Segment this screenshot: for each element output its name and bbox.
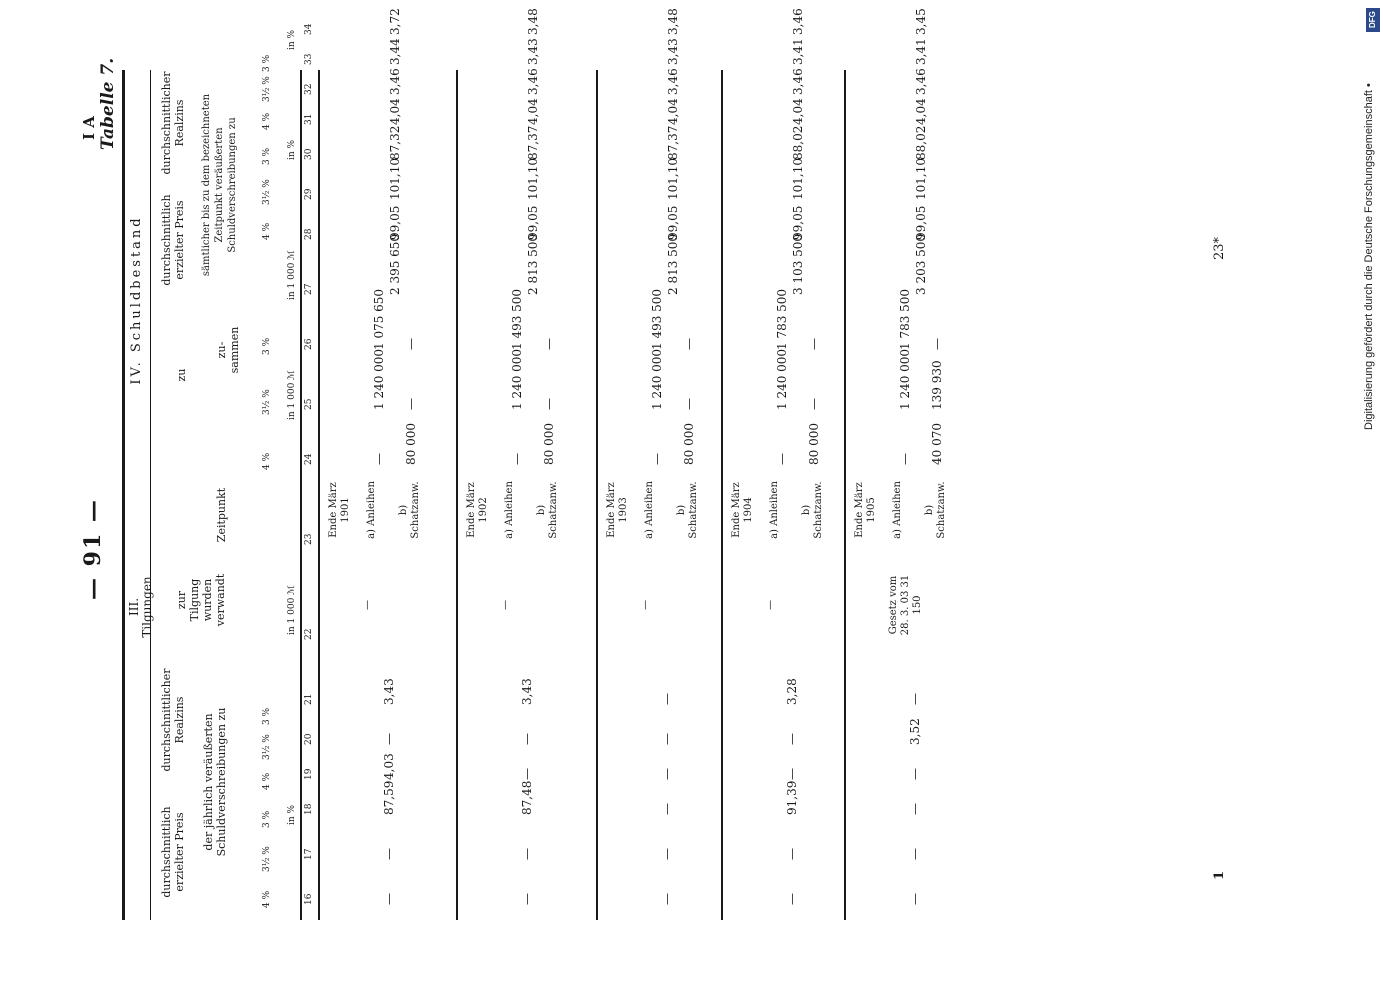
table-cell: 40 070 xyxy=(930,423,944,465)
table-cell: 3,46 xyxy=(914,68,928,95)
percent-subheader: 4 % xyxy=(262,222,272,240)
table-cell: 4,04 xyxy=(526,98,540,125)
table-cell: — xyxy=(542,398,556,410)
table-cell: 1 240 000 xyxy=(650,348,664,410)
row-zeitpunkt: Ende März 1905 xyxy=(854,482,877,538)
table-cell: — xyxy=(660,733,674,745)
column-number: 32 xyxy=(304,83,314,95)
unit-label: in 1 000 ℳ xyxy=(287,585,297,635)
hdr-realzins-jahr: durchschnittlicher Realzins xyxy=(160,668,186,772)
table-cell: 3,41 xyxy=(914,38,928,65)
table-cell: 2 813 500 xyxy=(526,233,540,295)
table-cell: — xyxy=(930,338,944,350)
row-zeitpunkt: Ende März 1901 xyxy=(328,482,351,538)
table-cell: 3,46 xyxy=(388,68,402,95)
table-cell: 99,05 xyxy=(791,205,805,240)
table-cell: — xyxy=(908,768,922,780)
table-cell: — xyxy=(372,453,386,465)
table-cell: 99,05 xyxy=(666,205,680,240)
hdr-preis-total: durchschnittlich erzielter Preis xyxy=(160,194,186,286)
percent-subheader: 3½ % xyxy=(262,734,272,760)
table-cell: 3,43 xyxy=(520,678,534,705)
hdr-realzins-total: durchschnittlicher Realzins xyxy=(160,71,186,175)
percent-subheader: 3½ % xyxy=(262,389,272,415)
table-cell: 3,46 xyxy=(791,8,805,35)
table-cell: — xyxy=(382,733,396,745)
table-cell: 87,59 xyxy=(382,780,396,815)
column-number: 23 xyxy=(304,533,314,545)
hdr-tilgung: zur Tilgung wurden verwandt xyxy=(175,573,227,627)
column-number: 33 xyxy=(304,53,314,65)
table-cell: 3,52 xyxy=(908,718,922,745)
table-cell: — xyxy=(908,848,922,860)
table-cell: 80 000 xyxy=(404,423,418,465)
table-cell: — xyxy=(775,453,789,465)
table-cell: 3,46 xyxy=(666,68,680,95)
page-number: — 91 — xyxy=(80,498,106,600)
table-cell: 101,10 xyxy=(388,158,402,200)
row-a-label: a) Anleihen xyxy=(366,481,377,539)
table-cell: 1 240 000 xyxy=(898,348,912,410)
percent-subheader: 3½ % xyxy=(262,76,272,102)
table-cell: — xyxy=(404,338,418,350)
percent-subheader: 4 % xyxy=(262,112,272,130)
table-cell: 4,04 xyxy=(388,98,402,125)
table-cell: 87,32 xyxy=(388,125,402,160)
table-cell: 2 813 500 xyxy=(666,233,680,295)
footnote-marker: 23* xyxy=(1212,236,1227,260)
table-cell: — xyxy=(362,600,373,610)
table-cell: 3,48 xyxy=(666,8,680,35)
row-separator xyxy=(596,70,598,920)
percent-subheader: 4 % xyxy=(262,452,272,470)
table-cell: 3,41 xyxy=(791,38,805,65)
table-cell: 3,46 xyxy=(791,68,805,95)
table-cell: 3,45 xyxy=(914,8,928,35)
table-cell: Gesetz vom 28. 3. 03 31 150 xyxy=(888,574,923,636)
table-cell: 80 000 xyxy=(542,423,556,465)
table-cell: — xyxy=(682,398,696,410)
column-number: 19 xyxy=(304,768,314,780)
hdr-rule xyxy=(318,70,320,920)
table-cell: 3,28 xyxy=(785,678,799,705)
table-cell: — xyxy=(500,600,511,610)
percent-subheader: 3 % xyxy=(262,54,272,72)
table-cell: 101,10 xyxy=(526,158,540,200)
table-cell: — xyxy=(765,600,776,610)
percent-subheader: 3½ % xyxy=(262,179,272,205)
row-a-label: a) Anleihen xyxy=(892,481,903,539)
table-top-rule xyxy=(122,70,125,920)
table-cell: — xyxy=(898,453,912,465)
column-number: 31 xyxy=(304,113,314,125)
table-cell: 1 493 500 xyxy=(650,288,664,350)
percent-subheader: 3 % xyxy=(262,810,272,828)
row-a-label: a) Anleihen xyxy=(644,481,655,539)
section-mark: I A xyxy=(80,116,98,140)
column-number: 22 xyxy=(304,628,314,640)
row-zeitpunkt: Ende März 1903 xyxy=(606,482,629,538)
column-number: 30 xyxy=(304,148,314,160)
table-cell: 101,10 xyxy=(791,158,805,200)
table-cell: 88,02 xyxy=(914,125,928,160)
table-cell: 99,05 xyxy=(388,205,402,240)
table-cell: — xyxy=(404,398,418,410)
table-cell: 80 000 xyxy=(682,423,696,465)
table-cell: 1 240 000 xyxy=(775,348,789,410)
table-cell: 3,44 xyxy=(388,38,402,65)
table-cell: 99,05 xyxy=(526,205,540,240)
table-cell: — xyxy=(542,338,556,350)
table-cell: 87,48 xyxy=(520,780,534,815)
table-cell: — xyxy=(382,848,396,860)
row-a-label: a) Anleihen xyxy=(504,481,515,539)
side-mark: 1 xyxy=(1212,870,1227,880)
table-cell: 1 493 500 xyxy=(510,288,524,350)
table-cell: — xyxy=(682,338,696,350)
table-cell: 3,46 xyxy=(526,68,540,95)
column-number: 26 xyxy=(304,338,314,350)
row-a-label: a) Anleihen xyxy=(769,481,780,539)
table-cell: 80 000 xyxy=(807,423,821,465)
column-number: 20 xyxy=(304,733,314,745)
table-title: Tabelle 7. xyxy=(98,57,118,150)
row-zeitpunkt: Ende März 1902 xyxy=(466,482,489,538)
dfg-notice: Digitalisierung gefördert durch die Deutsche Forschungsgemeinschaft • xyxy=(1363,83,1375,430)
row-separator xyxy=(721,70,723,920)
table-cell: — xyxy=(785,893,799,905)
table-cell: 4,04 xyxy=(666,98,680,125)
table-cell: — xyxy=(520,768,534,780)
row-separator xyxy=(844,70,846,920)
section-tilgungen: III. Tilgungen xyxy=(127,576,154,638)
table-cell: 1 240 000 xyxy=(510,348,524,410)
dfg-logo: DFG xyxy=(1366,8,1380,32)
unit-label: in 1 000 ℳ xyxy=(287,250,297,300)
table-inner-rule xyxy=(150,70,151,920)
table-cell: — xyxy=(660,803,674,815)
row-b-label: b) Schatzanw. xyxy=(536,481,559,539)
table-cell: 139 930 xyxy=(930,360,944,410)
table-cell: — xyxy=(908,893,922,905)
unit-label: in % xyxy=(287,29,297,50)
table-cell: 3,43 xyxy=(382,678,396,705)
table-cell: — xyxy=(520,848,534,860)
column-number: 16 xyxy=(304,893,314,905)
table-cell: 4,04 xyxy=(914,98,928,125)
table-cell: — xyxy=(520,893,534,905)
table-cell: 3,43 xyxy=(526,38,540,65)
table-cell: 99,05 xyxy=(914,205,928,240)
column-number: 17 xyxy=(304,848,314,860)
column-number: 27 xyxy=(304,283,314,295)
percent-subheader: 3 % xyxy=(262,707,272,725)
table-cell: 3,43 xyxy=(666,38,680,65)
column-number: 28 xyxy=(304,228,314,240)
table-cell: — xyxy=(660,848,674,860)
table-cell: 2 395 650 xyxy=(388,233,402,295)
row-b-label: b) Schatzanw. xyxy=(801,481,824,539)
percent-subheader: 3 % xyxy=(262,147,272,165)
hdr-zusammen: zu-sammen xyxy=(215,326,241,374)
table-cell: — xyxy=(908,803,922,815)
table-cell: 3,48 xyxy=(526,8,540,35)
table-cell: — xyxy=(785,848,799,860)
percent-subheader: 4 % xyxy=(262,890,272,908)
table-cell: 1 783 500 xyxy=(775,288,789,350)
hdr-total-sub: sämtlicher bis zu dem bezeichneten Zeitpunkt veräußerten Schuldverschreibungen zu xyxy=(201,93,238,277)
row-b-label: b) Schatzanw. xyxy=(398,481,421,539)
unit-label: in % xyxy=(287,139,297,160)
table-cell: 4,04 xyxy=(791,98,805,125)
table-cell: 1 075 650 xyxy=(372,288,386,350)
section-schuldbestand: IV. Schuldbestand xyxy=(129,215,144,385)
hdr-preis-jahr: durchschnittlich erzielter Preis xyxy=(160,806,186,898)
table-cell: 4,03 xyxy=(382,753,396,780)
hdr-zeitpunkt: Zeitpunkt xyxy=(215,487,228,543)
table-cell: 1 240 000 xyxy=(372,348,386,410)
hdr-rule xyxy=(300,70,302,920)
unit-label: in % xyxy=(287,804,297,825)
table-cell: 101,10 xyxy=(914,158,928,200)
percent-subheader: 3 % xyxy=(262,337,272,355)
column-number: 34 xyxy=(304,23,314,35)
table-cell: 3,72 xyxy=(388,8,402,35)
table-cell: 3 103 500 xyxy=(791,233,805,295)
table-cell: 91,39 xyxy=(785,780,799,815)
table-cell: 101,10 xyxy=(666,158,680,200)
table-cell: — xyxy=(660,893,674,905)
table-cell: — xyxy=(807,338,821,350)
table-cell: 87,37 xyxy=(526,125,540,160)
table-cell: — xyxy=(660,693,674,705)
table-cell: 88,02 xyxy=(791,125,805,160)
table-cell: — xyxy=(660,768,674,780)
percent-subheader: 3½ % xyxy=(262,846,272,872)
table-cell: — xyxy=(908,693,922,705)
row-zeitpunkt: Ende März 1904 xyxy=(731,482,754,538)
column-number: 25 xyxy=(304,398,314,410)
table-cell: 87,37 xyxy=(666,125,680,160)
column-number: 24 xyxy=(304,453,314,465)
table-cell: — xyxy=(650,453,664,465)
row-b-label: b) Schatzanw. xyxy=(676,481,699,539)
unit-label: in 1 000 ℳ xyxy=(287,370,297,420)
column-number: 18 xyxy=(304,803,314,815)
table-cell: — xyxy=(807,398,821,410)
table-cell: — xyxy=(785,768,799,780)
table-cell: — xyxy=(510,453,524,465)
table-cell: — xyxy=(520,733,534,745)
row-b-label: b) Schatzanw. xyxy=(924,481,947,539)
table-cell: — xyxy=(382,893,396,905)
table-cell: 1 783 500 xyxy=(898,288,912,350)
row-separator xyxy=(456,70,458,920)
table-cell: — xyxy=(785,733,799,745)
column-number: 21 xyxy=(304,693,314,705)
hdr-zu: zu xyxy=(175,368,188,382)
table-cell: 3 203 500 xyxy=(914,233,928,295)
hdr-jahr-sub: der jährlich veräußerten Schuldverschreibungen zu xyxy=(202,707,228,857)
percent-subheader: 4 % xyxy=(262,772,272,790)
column-number: 29 xyxy=(304,188,314,200)
table-cell: — xyxy=(640,600,651,610)
